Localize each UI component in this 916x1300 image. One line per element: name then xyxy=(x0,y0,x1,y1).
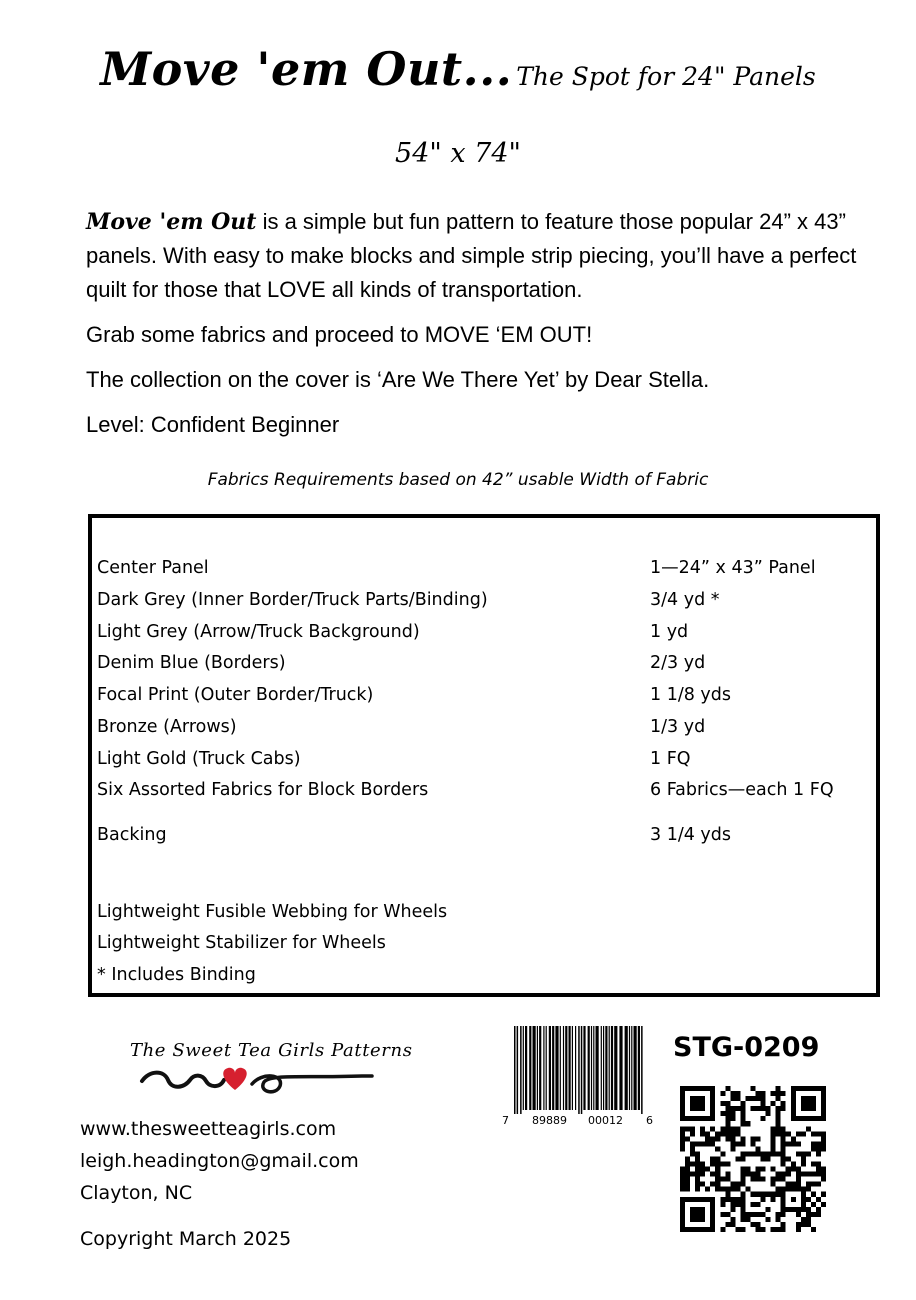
email-link[interactable]: leigh.headington@gmail.com xyxy=(80,1150,359,1172)
fabric-name: Backing xyxy=(97,825,167,845)
location: Clayton, NC xyxy=(80,1182,193,1204)
fabric-amount: 1—24” x 43” Panel xyxy=(650,558,816,578)
intro-pattern-name: Move 'em Out xyxy=(86,209,257,235)
intro-text xyxy=(86,205,876,453)
fabric-name: Bronze (Arrows) xyxy=(97,717,237,737)
barcode-check-digit: 6 xyxy=(646,1114,653,1127)
logo-swirl-icon xyxy=(102,1026,482,1112)
barcode-icon xyxy=(502,1022,654,1114)
barcode xyxy=(502,1022,654,1132)
barcode-left-digits: 89889 xyxy=(532,1114,567,1127)
fabric-name: Six Assorted Fabrics for Block Borders xyxy=(97,780,429,800)
company-logo xyxy=(102,1026,482,1112)
supply-note-text: Lightweight Stabilizer for Wheels xyxy=(97,933,386,953)
fabric-requirements-box xyxy=(88,514,880,997)
intro-paragraph-1 xyxy=(86,205,876,307)
quilt-size: 54" x 74" xyxy=(395,138,521,169)
fabric-amount: 3 1/4 yds xyxy=(650,825,732,845)
intro-paragraph-3: The collection on the cover is ‘Are We There Yet’ by Dear Stella. xyxy=(86,367,710,392)
intro-paragraph-2: Grab some fabrics and proceed to MOVE ‘EM OUT! xyxy=(86,322,593,347)
fabric-amount: 2/3 yd xyxy=(650,653,706,673)
skill-level: Level: Confident Beginner xyxy=(86,412,340,437)
pattern-title xyxy=(0,42,916,96)
fabric-name: Light Grey (Arrow/Truck Background) xyxy=(97,622,420,642)
fabric-amount: 1 FQ xyxy=(650,749,691,769)
supply-note-text: Lightweight Fusible Webbing for Wheels xyxy=(97,902,448,922)
fabric-name: Center Panel xyxy=(97,558,209,578)
copyright: Copyright March 2025 xyxy=(80,1228,292,1250)
title-subtitle: The Spot for 24" Panels xyxy=(516,62,816,91)
fabric-name: Dark Grey (Inner Border/Truck Parts/Binding) xyxy=(97,590,488,610)
pattern-sku: STG-0209 xyxy=(673,1032,820,1063)
fabric-amount: 1 yd xyxy=(650,622,689,642)
barcode-lead-digit: 7 xyxy=(502,1114,509,1127)
fabric-name: Denim Blue (Borders) xyxy=(97,653,286,673)
fabric-amount: 1/3 yd xyxy=(650,717,706,737)
fabric-name: Light Gold (Truck Cabs) xyxy=(97,749,301,769)
fabric-amount: 3/4 yd * xyxy=(650,590,720,610)
logo-text: The Sweet Tea Girls Patterns xyxy=(130,1040,413,1061)
fabric-name: Focal Print (Outer Border/Truck) xyxy=(97,685,374,705)
title-main: Move 'em Out... xyxy=(100,42,513,96)
fabric-amount: 6 Fabrics—each 1 FQ xyxy=(650,780,834,800)
fabric-amount: 1 1/8 yds xyxy=(650,685,732,705)
barcode-right-digits: 00012 xyxy=(588,1114,623,1127)
intro-description: is a simple but fun pattern to feature those popular 24” x 43” panels. With easy to make blocks and simple strip piecing, you’ll have a perfect quilt for those that LOVE all kinds of transportation. xyxy=(86,209,857,302)
website-link[interactable]: www.thesweetteagirls.com xyxy=(80,1118,337,1140)
qr-code-icon[interactable] xyxy=(680,1086,826,1232)
supply-note-text: * Includes Binding xyxy=(97,965,256,985)
fabric-caption: Fabrics Requirements based on 42” usable Width of Fabric xyxy=(207,470,709,490)
